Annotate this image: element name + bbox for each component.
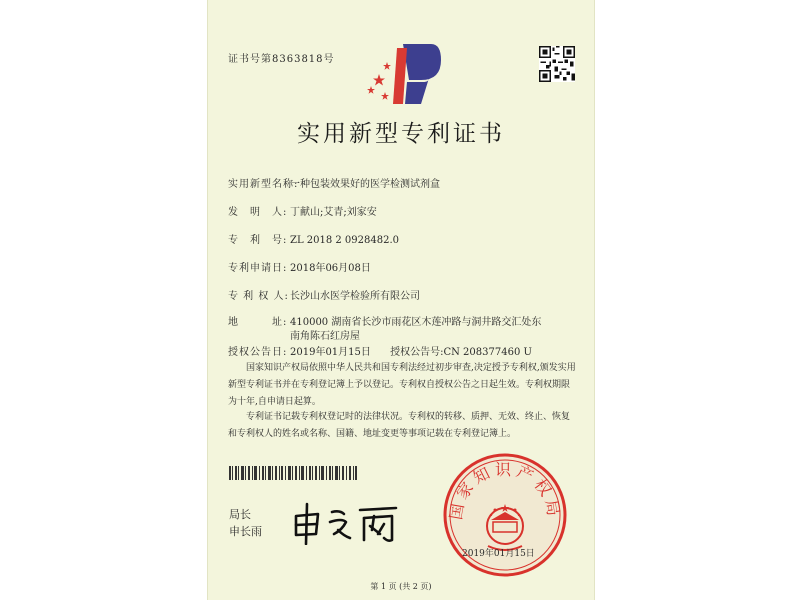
field-grant-date — [228, 343, 532, 358]
field-value: 丁献山;艾青;刘家安 — [290, 207, 377, 218]
seal-date: 2019年01月15日 — [462, 549, 535, 559]
certificate-title: 实用新型专利证书 — [297, 121, 505, 147]
field-address — [228, 313, 541, 328]
field-label: 专 利 权 人: — [228, 291, 289, 302]
field-utility-model-name — [228, 175, 440, 190]
field-inventor — [228, 203, 377, 218]
certificate-paragraph-2: 专利证书记载专利权登记时的法律状况。专利权的转移、质押、无效、终止、恢复和专利权人的姓名或名称、国籍、地址变更等事项记载在专利登记簿上。 — [228, 412, 571, 439]
field-patentee — [228, 287, 420, 302]
signature-icon — [288, 500, 408, 545]
field-label: 授权公告日: — [228, 347, 288, 358]
cnipa-logo-icon — [363, 38, 441, 108]
field-label: 专 利 号: — [228, 235, 288, 246]
certificate-number: 证书号第8363818号 — [228, 54, 335, 65]
certificate-paragraph-1: 国家知识产权局依照中华人民共和国专利法经过初步审查,决定授予专利权,颁发实用新型专利证书并在专利登记簿上予以登记。专利权自授权公告之日起生效。专利权期限为十年,自申请日起算。 — [228, 363, 576, 407]
field-address-line2: 南角陈石红房屋 — [290, 331, 360, 342]
publication-number: CN 208377460 U — [443, 347, 532, 358]
page-number: 第 1 页 (共 2 页) — [370, 582, 432, 591]
director-name: 申长雨 — [229, 525, 262, 538]
official-seal-icon — [440, 450, 570, 580]
field-label: 地 址: — [228, 317, 288, 328]
qr-code-icon — [539, 46, 575, 82]
field-value: 410000 湖南省长沙市雨花区木莲冲路与洞井路交汇处东 — [290, 317, 542, 328]
field-label: 专利申请日: — [228, 263, 288, 274]
field-value: ZL 2018 2 0928482.0 — [290, 235, 400, 246]
field-application-date — [228, 259, 371, 274]
seal-text: 国家知识产权局 — [446, 460, 564, 522]
field-patent-number — [228, 231, 399, 246]
field-value: 2019年01月15日 — [290, 347, 371, 358]
certificate-sheet — [207, 0, 595, 600]
field-value: 长沙山水医学检验所有限公司 — [290, 291, 420, 302]
publication-label: 授权公告号: — [390, 347, 444, 358]
barcode-icon — [229, 466, 357, 480]
field-label: 实用新型名称: — [228, 179, 299, 190]
field-label: 发 明 人: — [228, 207, 288, 218]
director-title: 局长 — [229, 508, 251, 521]
field-value: 一种包装效果好的医学检测试剂盒 — [290, 179, 440, 190]
field-value: 2018年06月08日 — [290, 263, 371, 274]
